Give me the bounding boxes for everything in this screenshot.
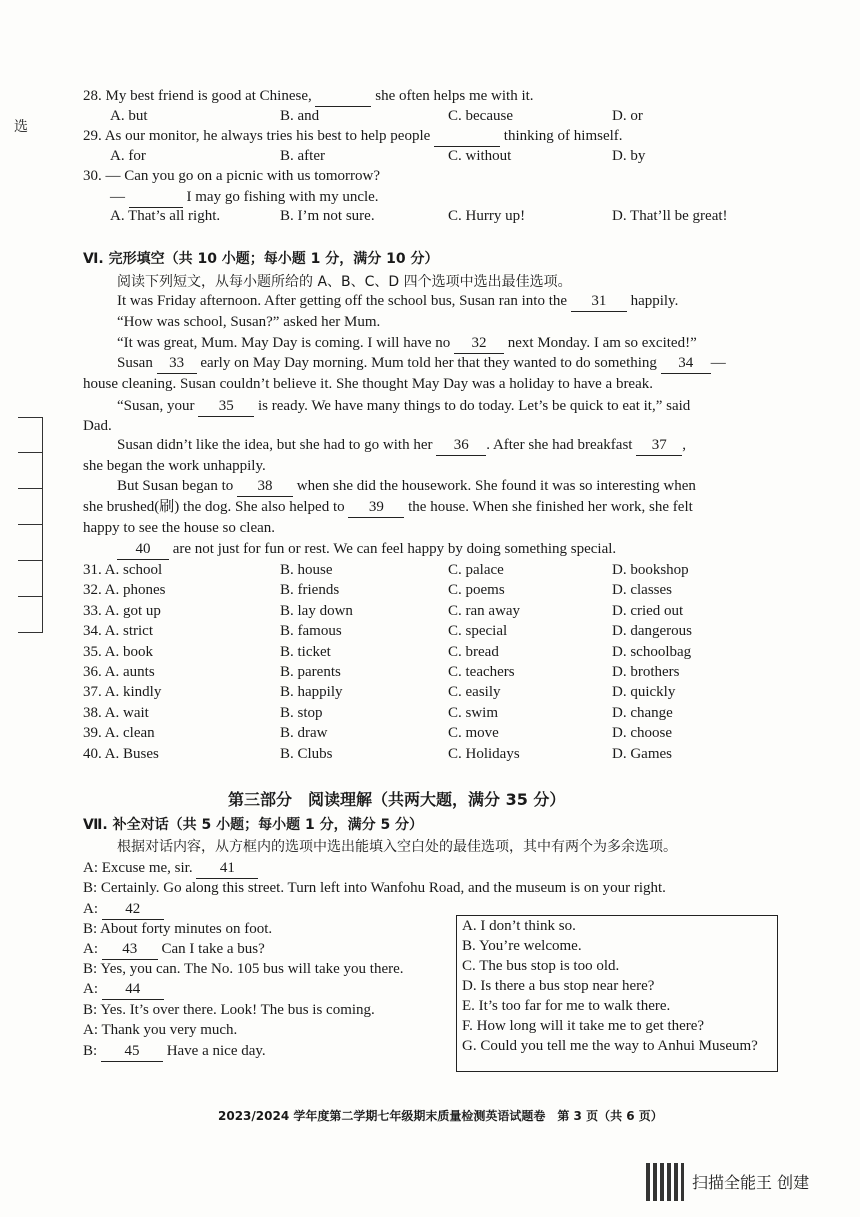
box-option: D. Is there a bus stop near here? [462, 978, 655, 994]
blank-43: 43 [102, 939, 158, 960]
qr-code-icon [646, 1163, 684, 1201]
cloze-option: 32. A. phones [83, 582, 166, 598]
cloze-option: D. choose [612, 725, 672, 741]
part-3-heading: 第三部分 阅读理解（共两大题，满分 35 分） [228, 790, 566, 809]
passage-line: house cleaning. Susan couldn’t believe it. She thought May Day was a holiday to have a break. [83, 376, 653, 392]
cloze-option: D. change [612, 705, 673, 721]
cloze-option: B. lay down [280, 603, 353, 619]
blank-37: 37 [636, 435, 682, 456]
blank-38: 38 [237, 476, 293, 497]
cloze-option: B. happily [280, 684, 343, 700]
dialogue-line: B: Yes. It’s over there. Look! The bus is coming. [83, 1002, 375, 1018]
cloze-option: B. ticket [280, 644, 331, 660]
cloze-option: D. dangerous [612, 623, 692, 639]
binding-tick [18, 632, 42, 633]
passage-line: Dad. [83, 418, 112, 434]
cloze-option: C. swim [448, 705, 499, 721]
passage-line: Susan didn’t like the idea, but she had to go with her 36 . After she had breakfast 37 , [117, 435, 686, 456]
blank-40: 40 [117, 539, 169, 560]
cloze-option: C. ran away [448, 603, 521, 619]
binding-line [42, 417, 43, 633]
box-option: A. I don’t think so. [462, 918, 576, 934]
passage-line: happy to see the house so clean. [83, 520, 276, 536]
binding-tick [18, 452, 42, 453]
blank-41: 41 [196, 858, 258, 879]
box-option: G. Could you tell me the way to Anhui Museum? [462, 1038, 758, 1054]
dialogue-line: A: Excuse me, sir. 41 [83, 858, 258, 879]
blank-45: 45 [101, 1041, 163, 1062]
passage-line: “It was great, Mum. May Day is coming. I will have no 32 next Monday. I am so excited!” [117, 333, 697, 354]
cloze-option: D. schoolbag [612, 644, 692, 660]
dialogue-line: A: 44 [83, 979, 164, 1000]
q30-option-a: A. That’s all right. [110, 208, 221, 224]
cloze-option: 39. A. clean [83, 725, 155, 741]
q28-option-c: C. because [448, 108, 513, 124]
cloze-option: 40. A. Buses [83, 746, 159, 762]
cloze-option: C. palace [448, 562, 504, 578]
blank-36: 36 [436, 435, 486, 456]
blank-35: 35 [198, 396, 254, 417]
cloze-option: 36. A. aunts [83, 664, 155, 680]
binding-tick [18, 560, 42, 561]
passage-line: she brushed(刷) the dog. She also helped to 39 the house. When she finished her work, she felt [83, 497, 693, 518]
cloze-option: B. draw [280, 725, 328, 741]
question-30-reply: — I may go fishing with my uncle. [110, 187, 379, 208]
cloze-option: B. parents [280, 664, 341, 680]
cloze-option: B. friends [280, 582, 340, 598]
dialogue-line: B: Yes, you can. The No. 105 bus will take you there. [83, 961, 404, 977]
cloze-option: C. move [448, 725, 499, 741]
blank-31: 31 [571, 291, 627, 312]
box-option: C. The bus stop is too old. [462, 958, 620, 974]
dialogue-line: B: Certainly. Go along this street. Turn left into Wanfohu Road, and the museum is on your right. [83, 880, 666, 896]
cloze-option: B. house [280, 562, 333, 578]
cloze-option: B. famous [280, 623, 342, 639]
binding-tick [18, 596, 42, 597]
question-29: 29. As our monitor, he always tries his best to help people thinking of himself. [83, 126, 623, 147]
binding-tick [18, 488, 42, 489]
q28-option-a: A. but [110, 108, 148, 124]
question-30: 30. — Can you go on a picnic with us tomorrow? [83, 168, 381, 184]
q29-option-b: B. after [280, 148, 325, 164]
passage-line: It was Friday afternoon. After getting off the school bus, Susan ran into the 31 happily. [117, 291, 678, 312]
q29-option-d: D. by [612, 148, 646, 164]
cloze-option: B. Clubs [280, 746, 333, 762]
cloze-option: C. bread [448, 644, 499, 660]
blank-32: 32 [454, 333, 504, 354]
blank-33: 33 [157, 353, 197, 374]
q28-option-d: D. or [612, 108, 643, 124]
dialogue-line: B: About forty minutes on foot. [83, 921, 273, 937]
section-6-instruction: 阅读下列短文，从每小题所给的 A、B、C、D 四个选项中选出最佳选项。 [117, 274, 572, 290]
cloze-option: C. special [448, 623, 508, 639]
q30-option-b: B. I’m not sure. [280, 208, 375, 224]
cloze-option: 33. A. got up [83, 603, 161, 619]
q30-option-c: C. Hurry up! [448, 208, 526, 224]
cloze-option: 35. A. book [83, 644, 154, 660]
page-footer: 2023/2024 学年度第二学期七年级期末质量检测英语试题卷 第 3 页（共 6 页） [218, 1109, 663, 1123]
margin-mark: 选 [14, 119, 28, 135]
dialogue-line: B: 45 Have a nice day. [83, 1041, 266, 1062]
binding-tick [18, 417, 42, 418]
cloze-option: C. teachers [448, 664, 515, 680]
section-6-heading: Ⅵ. 完形填空（共 10 小题；每小题 1 分，满分 10 分） [83, 251, 439, 267]
cloze-option: C. Holidays [448, 746, 520, 762]
cloze-option: C. easily [448, 684, 501, 700]
cloze-option: D. Games [612, 746, 672, 762]
passage-line: Susan 33 early on May Day morning. Mum told her that they wanted to do something 34 — [117, 353, 726, 374]
box-option: B. You’re welcome. [462, 938, 582, 954]
watermark-text: 扫描全能王 创建 [692, 1173, 810, 1192]
q30-option-d: D. That’ll be great! [612, 208, 728, 224]
binding-tick [18, 524, 42, 525]
cloze-option: C. poems [448, 582, 505, 598]
cloze-option: D. brothers [612, 664, 680, 680]
cloze-option: D. bookshop [612, 562, 689, 578]
cloze-option: 37. A. kindly [83, 684, 162, 700]
passage-line: “How was school, Susan?” asked her Mum. [117, 314, 381, 330]
q29-option-a: A. for [110, 148, 146, 164]
passage-line: she began the work unhappily. [83, 458, 266, 474]
cloze-option: 38. A. wait [83, 705, 149, 721]
blank-34: 34 [661, 353, 711, 374]
dialogue-line: A: Thank you very much. [83, 1022, 238, 1038]
blank-39: 39 [348, 497, 404, 518]
box-option: F. How long will it take me to get there? [462, 1018, 705, 1034]
section-7-instruction: 根据对话内容，从方框内的选项中选出能填入空白处的最佳选项，其中有两个为多余选项。 [117, 839, 677, 855]
cloze-option: B. stop [280, 705, 323, 721]
passage-line: 40 are not just for fun or rest. We can feel happy by doing something special. [117, 539, 616, 560]
cloze-option: D. classes [612, 582, 672, 598]
cloze-option: D. quickly [612, 684, 676, 700]
cloze-option: D. cried out [612, 603, 684, 619]
q29-option-c: C. without [448, 148, 512, 164]
question-28: 28. My best friend is good at Chinese, she often helps me with it. [83, 86, 534, 107]
dialogue-line: A: 43 Can I take a bus? [83, 939, 265, 960]
q28-option-b: B. and [280, 108, 320, 124]
passage-line: “Susan, your 35 is ready. We have many things to do today. Let’s be quick to eat it,” said [117, 396, 690, 417]
section-7-heading: Ⅶ. 补全对话（共 5 小题；每小题 1 分，满分 5 分） [83, 817, 424, 833]
blank-42: 42 [102, 899, 164, 920]
cloze-option: 31. A. school [83, 562, 163, 578]
blank-44: 44 [102, 979, 164, 1000]
dialogue-line: A: 42 [83, 899, 164, 920]
passage-line: But Susan began to 38 when she did the housework. She found it was so interesting when [117, 476, 696, 497]
box-option: E. It’s too far for me to walk there. [462, 998, 671, 1014]
cloze-option: 34. A. strict [83, 623, 153, 639]
